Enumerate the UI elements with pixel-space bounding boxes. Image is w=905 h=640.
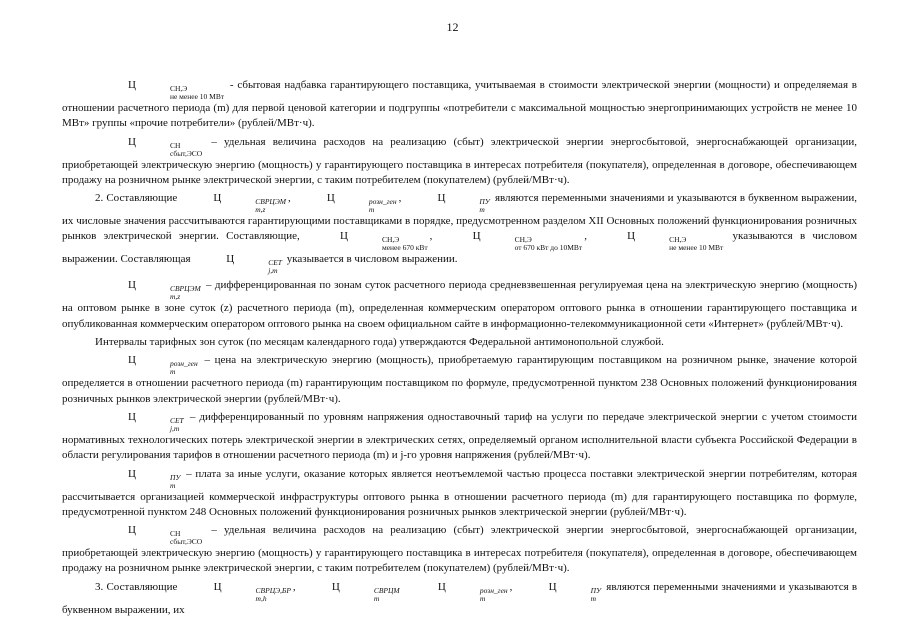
paragraph-udelnaya-velichina xyxy=(62,135,857,189)
symbol-c-sn-e-ne-menee-10-b: Ц СН,Э не менее 10 МВт xyxy=(627,230,724,253)
paragraph-text: 3. Составляющие xyxy=(95,580,178,593)
symbol-c-sn-e-ne-menee-10: Ц СН,Э не менее 10 МВт xyxy=(128,79,225,101)
paragraph-text: – удельная величина расходов на реализацию (сбыт) электрической энергии энергосбытовой, энергоснабжающей организации, приобретающей электрическую энергию (мощность) у гарантирующего поставщика в интересах потребителя (покупателя), определенная в договоре, обеспечивающем продажу на розничном рынке электрической энергии, с таким потребителем (покупателем) (рублей/МВт·ч). xyxy=(62,135,857,186)
paragraph-sostavlyayushchie-3: 3. Составляющие Ц СВРЦЭ,БР m,h , Ц СВРЦМ m Ц розн_ген m , Ц ПУ m являются переменными значениями и указываются в буквенном выражении, их xyxy=(62,580,858,616)
paragraph-text: - сбытовая надбавка гарантирующего поставщика, учитываемая в стоимости электрической энергии (мощности) и определяемая в отношении расчетного периода (m) для первой ценовой категории и подгруппы «потребители с максимальной мощностью энергопринимающих устройств не менее 10 МВт» группы «прочие потребители» (рублей/МВт·ч). xyxy=(62,79,857,130)
paragraph-set xyxy=(62,410,857,464)
paragraph-text: – дифференцированный по уровням напряжения одноставочный тариф на услуги по передаче электрической энергии с учетом стоимости нормативных технологических потерь электрической энергии в электрических сетях, определяемый органом исполнительной власти субъекта Российской Федерации в области регулирования тарифов в отношении расчетного периода (m) и j-го уровня напряжения (рублей/МВт·ч). xyxy=(62,410,857,462)
document-body xyxy=(62,78,857,621)
paragraph-intervaly xyxy=(62,335,857,350)
paragraph-text: – цена на электрическую энергию (мощность), приобретаемую гарантирующим поставщиком на розничном рынке, значение которой определяется в отношении расчетного периода (m) гарантирующим поставщиком по формуле, предусмотренной пунктом 238 Основных положений функционирования розничных рынков электрической энергии (рублей/МВт·ч). xyxy=(62,354,858,405)
paragraph-sostavlyayushchie-2: 2. Составляющие Ц СВРЦЭМ m,z , Ц розн_ген m , Ц ПУ m являются переменными значениями и указываются в буквенном выражении, их числовые значения рассчитываются гарантирующими поставщиками в порядке, предусмотренном разделом XII Основных положений функционирования розничных рынков электрической энергии. Составляющие, Ц СН,Э менее 670 кВт , Ц СН,Э от 670 кВт до 10МВт , Ц СН,Э не менее 10 МВт указываются в числовом выражении. Составляющая Ц СЕТ j,m указывается в числовом выражении. xyxy=(62,192,858,276)
paragraph-text: – дифференцированная по зонам суток расчетного периода средневзвешенная регулируемая цена на электрическую энергию (мощность) на оптовом рынке в зоне суток (z) расчетного периода (m), определенная коммерческим оператором оптового рынка в отношении гарантирующего поставщика и опубликованная коммерческим оператором оптового рынка на своем официальном сайте в информационно-телекоммуникационной сети «Интернет» (рублей/МВт·ч). xyxy=(62,279,858,330)
symbol-c-set-jm-b: Ц СЕТ j,m xyxy=(128,410,184,433)
page-number: 12 xyxy=(446,20,459,34)
paragraph-udelnaya-velichina-2 xyxy=(62,523,857,577)
symbol-c-sn-e-menee-670: Ц СН,Э менее 670 кВт xyxy=(340,230,428,253)
paragraph-rozn-gen xyxy=(62,353,857,407)
paragraph-sbyt-nadbavka xyxy=(62,78,857,132)
symbol-c-sn-sbyt-eso: Ц СН сбыт,ЭСО xyxy=(128,135,203,158)
symbol-c-svrtsm-m: Ц СВРЦМ m xyxy=(331,580,400,603)
paragraph-text: указывается в числовом выражении. xyxy=(286,253,458,266)
symbol-c-pu-m: Ц ПУ m xyxy=(437,192,490,215)
symbol-c-pu-m-b: Ц ПУ m xyxy=(128,467,181,490)
paragraph-pu xyxy=(62,467,857,521)
paragraph-text: являются переменными значениями и указываются в буквенном выражении, их числовые значения рассчитываются гарантирующими поставщиками в порядке, предусмотренном разделом XII Основных положений функционирования розничных рынков электрической энергии. Составляющие, xyxy=(62,192,858,243)
symbol-c-rozn-gen-m: Ц розн_ген m xyxy=(326,192,397,215)
paragraph-text: – удельная величина расходов на реализацию (сбыт) электрической энергии энергосбытовой, энергоснабжающей организации, приобретающей электрическую энергию (мощность) у гарантирующего поставщика в интересах потребителя (покупателя), определенная в договоре, обеспечивающем продажу на розничном рынке электрической энергии, с таким потребителем (покупателем) (рублей/МВт·ч). xyxy=(62,524,857,575)
paragraph-text: – плата за иные услуги, оказание которых является неотъемлемой частью процесса поставки электрической энергии потребителям, которая рассчитывается организацией коммерческой инфраструктуры оптового рынка в отношении расчетного периода (m) для гарантирующего поставщика по формуле, предусмотренной пунктом 248 Основных положений функционирования розничных рынков электрической энергии (рублей/МВт·ч). xyxy=(62,467,857,518)
symbol-c-pu-m-c: Ц ПУ m xyxy=(548,580,602,603)
paragraph-text: являются переменными значениями и указываются в буквенном выражении, их xyxy=(62,580,858,616)
symbol-c-rozn-gen-m-b: Ц розн_ген m xyxy=(128,354,198,377)
paragraph-svrtsem xyxy=(62,278,857,332)
symbol-c-svrtsem-mz-b: Ц СВРЦЭМ m,z xyxy=(128,279,201,302)
symbol-c-set-jm: Ц СЕТ j,m xyxy=(226,253,282,276)
paragraph-text: Интервалы тарифных зон суток (по месяцам календарного года) утверждаются Федеральной антимонопольной службой. xyxy=(95,336,664,349)
symbol-c-sn-e-ot-670-do-10: Ц СН,Э от 670 кВт до 10МВт xyxy=(472,230,583,253)
paragraph-text: 2. Составляющие xyxy=(95,192,178,205)
symbol-c-svrtsem-mz: Ц СВРЦЭМ m,z xyxy=(213,192,287,215)
symbol-c-rozn-gen-m-c: Ц розн_ген m xyxy=(437,580,508,603)
symbol-c-sn-sbyt-eso-b: Ц СН сбыт,ЭСО xyxy=(128,524,203,547)
paragraph-text: указываются в числовом выражении. Составляющая xyxy=(62,230,858,266)
symbol-c-svrtse-br-mh: Ц СВРЦЭ,БР m,h xyxy=(213,580,291,603)
